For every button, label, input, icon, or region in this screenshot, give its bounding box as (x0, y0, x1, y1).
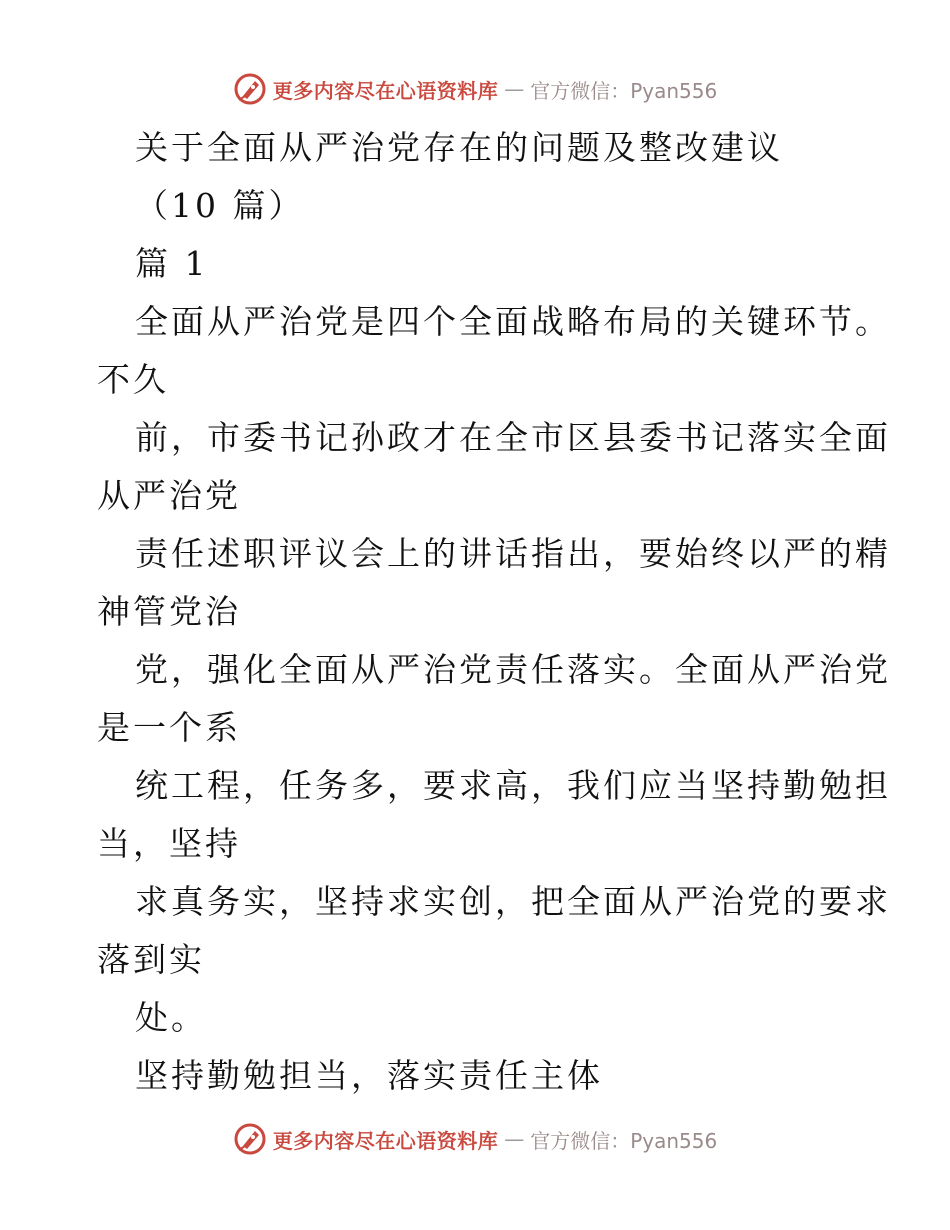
paragraph-line: 当，坚持 (97, 824, 241, 863)
paragraph-line: 党，强化全面从严治党责任落实。全面从严治党 (135, 650, 891, 689)
paragraph-line: 不久 (97, 360, 169, 399)
paragraph-line: 统工程，任务多，要求高，我们应当坚持勤勉担 (135, 766, 891, 805)
watermark-banner-top (0, 72, 950, 106)
paragraph-line: 责任述职评议会上的讲话指出，要始终以严的精 (135, 534, 891, 573)
paragraph-line: 求真务实，坚持求实创，把全面从严治党的要求 (135, 882, 891, 921)
watermark-banner-bottom (0, 1122, 950, 1156)
document-title-line-1: 关于全面从严治党存在的问题及整改建议 (135, 128, 783, 167)
paragraph-line: 神管党治 (97, 592, 241, 631)
pen-nib-logo-icon (233, 72, 267, 106)
section-heading: 篇 1 (135, 244, 209, 283)
pen-nib-logo-icon (233, 1122, 267, 1156)
watermark-brand-text: 更多内容尽在心语资料库 (272, 78, 499, 103)
paragraph-line: 全面从严治党是四个全面战略布局的关键环节。 (135, 302, 891, 341)
paragraph-line: 前，市委书记孙政才在全市区县委书记落实全面 (135, 418, 891, 457)
paragraph-line: 从严治党 (97, 476, 241, 515)
watermark-contact-text: 官方微信：Pyan556 (530, 1128, 718, 1153)
watermark-separator: — (504, 1127, 525, 1151)
watermark-contact-text: 官方微信：Pyan556 (530, 78, 718, 103)
paragraph-line: 是一个系 (97, 708, 241, 747)
watermark-brand-text: 更多内容尽在心语资料库 (272, 1128, 499, 1153)
subheading: 坚持勤勉担当，落实责任主体 (135, 1056, 603, 1095)
watermark-separator: — (504, 77, 525, 101)
document-title-line-2: （10 篇） (135, 186, 305, 225)
paragraph-line: 处。 (135, 998, 207, 1037)
paragraph-line: 落到实 (97, 940, 205, 979)
